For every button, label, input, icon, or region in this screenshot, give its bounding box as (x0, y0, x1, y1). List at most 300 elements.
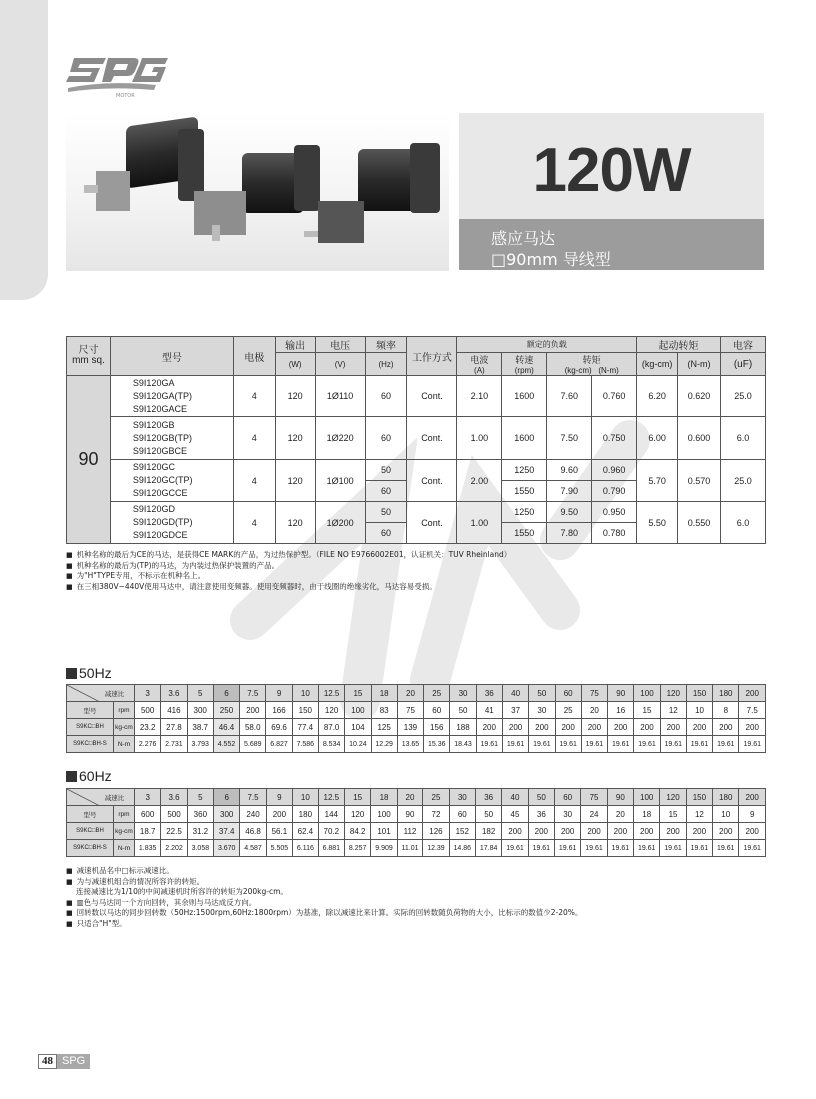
rpm-cell: 300 (187, 702, 213, 719)
kgcm-cell: 200 (634, 823, 660, 840)
ratio-cell: 7.5 (240, 685, 266, 702)
kgcm-cell: 200 (581, 719, 607, 736)
ratio-cell: 3.6 (161, 789, 187, 806)
kgcm-cell: 200 (713, 719, 739, 736)
kgcm-cell: 27.8 (161, 719, 187, 736)
start-torque-kgcm: 5.70 (637, 460, 678, 502)
unit-label: N-m (114, 840, 135, 857)
nm-cell: 19.61 (713, 840, 739, 857)
nm-cell: 18.43 (450, 736, 476, 753)
rpm-cell: 120 (318, 702, 344, 719)
hdr-size: 尺寸 (78, 345, 99, 356)
rpm-cell: 50 (450, 702, 476, 719)
rpm-cell: 16 (608, 702, 634, 719)
nm-cell: 5.505 (266, 840, 292, 857)
kgcm-cell: 200 (660, 719, 686, 736)
poles: 4 (233, 376, 275, 417)
gear50-title: 50Hz (66, 665, 112, 681)
nm-cell: 9.909 (371, 840, 397, 857)
model-list: S9I120GD S9I120GD(TP) S9I120GDCE (110, 502, 233, 544)
hdr-start-torque: 起动转矩 (637, 337, 721, 353)
nm-cell: 3.670 (214, 840, 240, 857)
ratio-label: 减速比 (104, 690, 125, 698)
kgcm-cell: 77.4 (292, 719, 318, 736)
ratio-cell: 3 (135, 789, 161, 806)
rpm-cell: 240 (240, 806, 266, 823)
start-torque-kgcm: 6.20 (637, 376, 678, 417)
ratio-cell: 18 (371, 789, 397, 806)
unit-label: N-m (114, 736, 135, 753)
hdr-model: 型号 (110, 337, 233, 376)
start-torque-kgcm: 5.50 (637, 502, 678, 544)
mode: Cont. (407, 376, 457, 417)
nm-cell: 13.65 (397, 736, 423, 753)
nm-cell: 2.202 (161, 840, 187, 857)
power-title: 120W (532, 136, 691, 205)
ratio-cell: 60 (555, 789, 581, 806)
rpm-cell: 15 (660, 806, 686, 823)
torque-kgcm: 7.60 (547, 376, 592, 417)
freq: 50 (365, 502, 407, 523)
ratio-row (67, 789, 766, 806)
nm-cell: 19.61 (607, 840, 633, 857)
kgcm-cell: 188 (450, 719, 476, 736)
ratio-cell: 20 (397, 789, 423, 806)
output: 120 (275, 460, 315, 502)
ratio-cell: 30 (449, 789, 475, 806)
kgcm-cell: 56.1 (266, 823, 292, 840)
kgcm-cell: 104 (345, 719, 371, 736)
ratio-cell: 6 (213, 685, 239, 702)
note-item: ■ 在三相380V~440V使用马达中，请注意使用变频器。使用变频器时，由于线圈的绝缘劣化，马达容易受损。 (66, 582, 511, 593)
kgcm-cell: 70.2 (318, 823, 344, 840)
kgcm-cell: 87.0 (318, 719, 344, 736)
hdr-torque: 转矩 (582, 355, 601, 365)
gear-table-50hz (66, 684, 766, 753)
capacitor: 6.0 (720, 417, 765, 460)
note-item: ■ 为"H"TYPE专用，不标示在机种名上。 (66, 571, 511, 582)
rpm-cell: 10 (686, 702, 712, 719)
nm-cell: 17.84 (475, 840, 501, 857)
rpm-cell: 166 (266, 702, 292, 719)
voltage: 1Ø100 (315, 460, 365, 502)
nm-cell: 2.731 (161, 736, 187, 753)
torque-nm: 0.780 (592, 523, 637, 544)
capacitor: 6.0 (720, 502, 765, 544)
rpm-cell: 100 (371, 806, 397, 823)
rpm-row (67, 702, 766, 719)
rpm-cell: 360 (187, 806, 213, 823)
ratio-cell: 7.5 (240, 789, 266, 806)
rpm-cell: 15 (634, 702, 660, 719)
nm-cell: 14.86 (449, 840, 475, 857)
motor-3 (304, 143, 440, 243)
voltage: 1Ø110 (315, 376, 365, 417)
subtitle-band (459, 219, 764, 270)
kgcm-cell: 46.8 (240, 823, 266, 840)
start-torque-kgcm: 6.00 (637, 417, 678, 460)
nm-cell: 8.257 (345, 840, 371, 857)
kgcm-cell: 152 (449, 823, 475, 840)
kgcm-cell: 200 (739, 719, 766, 736)
hdr-torque-unit2: (N-m) (598, 366, 619, 375)
hdr-torque-unit1: (kg-cm) (564, 366, 592, 375)
hdr-output: 输出 (275, 337, 315, 353)
torque-nm: 0.950 (592, 502, 637, 523)
voltage: 1Ø220 (315, 417, 365, 460)
nm-cell: 2.276 (135, 736, 161, 753)
nm-cell: 15.36 (424, 736, 450, 753)
output: 120 (275, 502, 315, 544)
kgcm-cell: 69.6 (266, 719, 292, 736)
note-item: ■ 回转数以马达的同步回转数（50Hz:1500rpm,60Hz:1800rpm）为基准，除以减速比来计算。实际的回转数随负荷物的大小，比标示的数值少2-20%。 (66, 908, 582, 919)
ratio-cell: 20 (397, 685, 423, 702)
kgcm-cell: 37.4 (214, 823, 240, 840)
rpm-cell: 25 (555, 702, 581, 719)
nm-cell: 19.61 (502, 840, 528, 857)
kgcm-cell: 200 (581, 823, 607, 840)
nm-cell: 19.61 (581, 736, 607, 753)
nm-cell: 4.587 (240, 840, 266, 857)
speed: 1250 (502, 460, 547, 481)
ratio-cell: 90 (608, 685, 634, 702)
freq: 50 (365, 460, 407, 481)
speed: 1550 (502, 481, 547, 502)
rpm-cell: 20 (607, 806, 633, 823)
unit-label: kg-cm (114, 823, 135, 840)
spec-row (67, 376, 766, 417)
nm-cell: 19.61 (608, 736, 634, 753)
ratio-cell: 200 (739, 789, 766, 806)
torque-kgcm: 9.60 (547, 460, 592, 481)
speed: 1550 (502, 523, 547, 544)
output: 120 (275, 417, 315, 460)
kgcm-cell: 200 (634, 719, 660, 736)
title-box (459, 113, 764, 270)
kgcm-cell: 38.7 (187, 719, 213, 736)
model-bhs: S9KC□BH-S (67, 840, 114, 857)
kgcm-cell: 200 (739, 823, 766, 840)
torque-nm: 0.760 (592, 376, 637, 417)
kgcm-cell: 22.5 (161, 823, 187, 840)
size-value: 90 (67, 376, 111, 544)
ratio-cell: 12.5 (318, 685, 344, 702)
kgcm-cell: 139 (397, 719, 423, 736)
current: 1.00 (457, 502, 502, 544)
unit-label: kg-cm (114, 719, 135, 736)
notes-gear (66, 866, 582, 929)
hdr-st-unit1: (kg-cm) (637, 353, 678, 376)
ratio-cell: 6 (214, 789, 240, 806)
hdr-rated: 额定的负载 (457, 337, 637, 353)
torque-nm-row (67, 840, 766, 857)
torque-nm: 0.750 (592, 417, 637, 460)
hdr-current: 电波 (470, 355, 489, 365)
subtitle-line2: □90mm 导线型 (491, 250, 611, 269)
kgcm-cell: 200 (608, 719, 634, 736)
motor-1 (84, 116, 204, 211)
hdr-cap-unit: (uF) (720, 353, 765, 376)
nm-cell: 5.689 (240, 736, 266, 753)
freq: 60 (365, 417, 407, 460)
freq: 60 (365, 523, 407, 544)
kgcm-cell: 156 (424, 719, 450, 736)
nm-cell: 7.586 (292, 736, 318, 753)
kgcm-cell: 200 (555, 823, 581, 840)
nm-cell: 19.61 (634, 736, 660, 753)
nm-cell: 19.61 (529, 736, 555, 753)
nm-cell: 19.61 (660, 840, 686, 857)
ratio-cell: 10 (293, 789, 319, 806)
speed: 1250 (502, 502, 547, 523)
rpm-cell: 8 (713, 702, 739, 719)
capacitor: 25.0 (720, 376, 765, 417)
rpm-cell: 300 (214, 806, 240, 823)
rpm-cell: 416 (161, 702, 187, 719)
nm-cell: 6.827 (266, 736, 292, 753)
nm-cell: 19.61 (476, 736, 502, 753)
ratio-cell: 18 (371, 685, 397, 702)
unit-label: rpm (114, 702, 135, 719)
gear60-title: 60Hz (66, 768, 112, 784)
mode: Cont. (407, 502, 457, 544)
ratio-cell: 40 (502, 789, 528, 806)
unit-label: rpm (114, 806, 135, 823)
kgcm-cell: 200 (607, 823, 633, 840)
output: 120 (275, 376, 315, 417)
ratio-cell: 40 (502, 685, 528, 702)
ratio-cell: 60 (555, 685, 581, 702)
torque-kgcm-row (67, 719, 766, 736)
note-item: ■ 机种名称的最后为CE的马达，是获得CE MARK的产品，为过热保护型。（FILE NO E9766002E01，认证机关：TUV Rheinland） (66, 550, 511, 561)
kgcm-cell: 46.4 (213, 719, 239, 736)
spec-row (67, 417, 766, 460)
ratio-label: 减速比 (104, 794, 125, 802)
kgcm-cell: 200 (528, 823, 554, 840)
start-torque-nm: 0.600 (678, 417, 721, 460)
nm-cell: 8.534 (318, 736, 344, 753)
poles: 4 (233, 460, 275, 502)
hdr-current-unit: (A) (474, 366, 485, 375)
kgcm-cell: 200 (502, 823, 528, 840)
current: 2.00 (457, 460, 502, 502)
ratio-cell: 5 (187, 685, 213, 702)
rpm-cell: 37 (502, 702, 528, 719)
note-item: ■ 减速机品名中□标示减速比。 (66, 866, 582, 877)
ratio-cell: 180 (713, 789, 739, 806)
model-list: S9I120GA S9I120GA(TP) S9I120GACE (110, 376, 233, 417)
rpm-cell: 30 (529, 702, 555, 719)
voltage: 1Ø200 (315, 502, 365, 544)
nm-cell: 19.61 (528, 840, 554, 857)
hdr-speed-unit: (rpm) (514, 366, 534, 375)
ratio-cell: 36 (475, 789, 501, 806)
nm-cell: 19.61 (686, 840, 712, 857)
rpm-cell: 24 (581, 806, 607, 823)
rpm-cell: 200 (240, 702, 266, 719)
rpm-cell: 12 (660, 702, 686, 719)
nm-cell: 19.61 (634, 840, 660, 857)
nm-cell: 6.116 (293, 840, 319, 857)
hdr-freq-unit: (Hz) (365, 353, 407, 376)
ratio-cell: 100 (634, 685, 660, 702)
ratio-cell: 200 (739, 685, 766, 702)
note-item: ■ 为与减速机组合的情况所容许的转矩。 (66, 877, 582, 888)
model-bh: S9KC□BH (67, 719, 114, 736)
torque-nm-row (67, 736, 766, 753)
motor-2 (194, 145, 320, 241)
product-photo (66, 113, 449, 271)
rpm-cell: 41 (476, 702, 502, 719)
spec-row (67, 460, 766, 481)
ratio-cell: 150 (686, 685, 712, 702)
rpm-cell: 60 (449, 806, 475, 823)
page-number: 48 (38, 1054, 57, 1069)
rpm-cell: 144 (318, 806, 344, 823)
spg-logo (66, 52, 170, 100)
hdr-voltage-unit: (V) (315, 353, 365, 376)
nm-cell: 10.24 (345, 736, 371, 753)
kgcm-cell: 62.4 (293, 823, 319, 840)
ratio-cell: 150 (686, 789, 712, 806)
hdr-freq: 频率 (365, 337, 407, 353)
nm-cell: 12.39 (423, 840, 449, 857)
rpm-row (67, 806, 766, 823)
nm-cell: 19.61 (555, 736, 581, 753)
kgcm-cell: 200 (686, 823, 712, 840)
nm-cell: 12.29 (371, 736, 397, 753)
rpm-cell: 20 (581, 702, 607, 719)
rpm-cell: 9 (739, 806, 766, 823)
rpm-cell: 180 (293, 806, 319, 823)
kgcm-cell: 23.2 (135, 719, 161, 736)
rpm-cell: 600 (135, 806, 161, 823)
spec-row (67, 502, 766, 523)
rpm-cell: 10 (713, 806, 739, 823)
ratio-cell: 50 (529, 685, 555, 702)
ratio-cell: 100 (634, 789, 660, 806)
mode: Cont. (407, 460, 457, 502)
rpm-cell: 36 (528, 806, 554, 823)
kgcm-cell: 200 (713, 823, 739, 840)
freq: 60 (365, 376, 407, 417)
kgcm-cell: 125 (371, 719, 397, 736)
model-list: S9I120GB S9I120GB(TP) S9I120GBCE (110, 417, 233, 460)
rpm-cell: 30 (555, 806, 581, 823)
rpm-cell: 83 (371, 702, 397, 719)
nm-cell: 4.552 (213, 736, 239, 753)
kgcm-cell: 84.2 (345, 823, 371, 840)
nm-cell: 19.61 (502, 736, 528, 753)
poles: 4 (233, 502, 275, 544)
rpm-cell: 7.5 (739, 702, 766, 719)
start-torque-nm: 0.550 (678, 502, 721, 544)
rpm-cell: 150 (292, 702, 318, 719)
corner-header (67, 789, 135, 806)
note-item: ■ 只适合"H"型。 (66, 919, 582, 930)
ratio-cell: 3.6 (161, 685, 187, 702)
torque-nm: 0.960 (592, 460, 637, 481)
nm-cell: 19.61 (660, 736, 686, 753)
nm-cell: 6.881 (318, 840, 344, 857)
ratio-cell: 3 (135, 685, 161, 702)
start-torque-nm: 0.620 (678, 376, 721, 417)
model-list: S9I120GC S9I120GC(TP) S9I120GCCE (110, 460, 233, 502)
model-label: 型号 (67, 806, 114, 823)
kgcm-cell: 200 (502, 719, 528, 736)
model-label: 型号 (67, 702, 114, 719)
rpm-cell: 50 (475, 806, 501, 823)
torque-nm: 0.790 (592, 481, 637, 502)
nm-cell: 19.61 (581, 840, 607, 857)
rpm-cell: 18 (634, 806, 660, 823)
rpm-cell: 120 (345, 806, 371, 823)
current: 2.10 (457, 376, 502, 417)
title-square-icon (66, 771, 77, 782)
spec-table (66, 336, 766, 544)
rpm-cell: 100 (345, 702, 371, 719)
kgcm-cell: 126 (423, 823, 449, 840)
kgcm-cell: 182 (475, 823, 501, 840)
start-torque-nm: 0.570 (678, 460, 721, 502)
subtitle-line1: 感应马达 (491, 229, 556, 248)
ratio-cell: 12.5 (318, 789, 344, 806)
hdr-speed: 转速 (515, 355, 534, 365)
torque-kgcm: 7.80 (547, 523, 592, 544)
poles: 4 (233, 417, 275, 460)
torque-kgcm: 9.50 (547, 502, 592, 523)
rpm-cell: 90 (397, 806, 423, 823)
torque-kgcm-row (67, 823, 766, 840)
model-bh: S9KC□BH (67, 823, 114, 840)
note-item: 连接减速比为1/10的中间减速机时所容许的转矩为200kg-cm。 (76, 887, 288, 896)
ratio-cell: 90 (607, 789, 633, 806)
gear-table-60hz (66, 788, 766, 857)
hdr-size-unit: mm sq. (72, 355, 105, 366)
ratio-cell: 75 (581, 685, 607, 702)
rpm-cell: 60 (424, 702, 450, 719)
nm-cell: 1.835 (135, 840, 161, 857)
hdr-mode: 工作方式 (407, 337, 457, 376)
svg-text:MOTOR: MOTOR (116, 93, 135, 99)
notes-spec (66, 550, 511, 592)
hdr-poles: 电极 (233, 337, 275, 376)
hdr-cap: 电容 (720, 337, 765, 353)
ratio-cell: 75 (581, 789, 607, 806)
ratio-cell: 180 (713, 685, 739, 702)
kgcm-cell: 200 (529, 719, 555, 736)
current: 1.00 (457, 417, 502, 460)
ratio-cell: 30 (450, 685, 476, 702)
nm-cell: 3.793 (187, 736, 213, 753)
freq: 60 (365, 481, 407, 502)
mode: Cont. (407, 417, 457, 460)
speed: 1600 (502, 417, 547, 460)
nm-cell: 19.61 (686, 736, 712, 753)
nm-cell: 19.61 (555, 840, 581, 857)
capacitor: 25.0 (720, 460, 765, 502)
side-tab (0, 0, 48, 300)
note-item: ■ 机种名称的最后为(TP)的马达，为内装过热保护装置的产品。 (66, 561, 511, 572)
ratio-cell: 36 (476, 685, 502, 702)
ratio-cell: 25 (423, 789, 449, 806)
ratio-row (67, 685, 766, 702)
nm-cell: 19.61 (739, 736, 766, 753)
ratio-cell: 120 (660, 789, 686, 806)
kgcm-cell: 200 (476, 719, 502, 736)
nm-cell: 19.61 (713, 736, 739, 753)
rpm-cell: 12 (686, 806, 712, 823)
